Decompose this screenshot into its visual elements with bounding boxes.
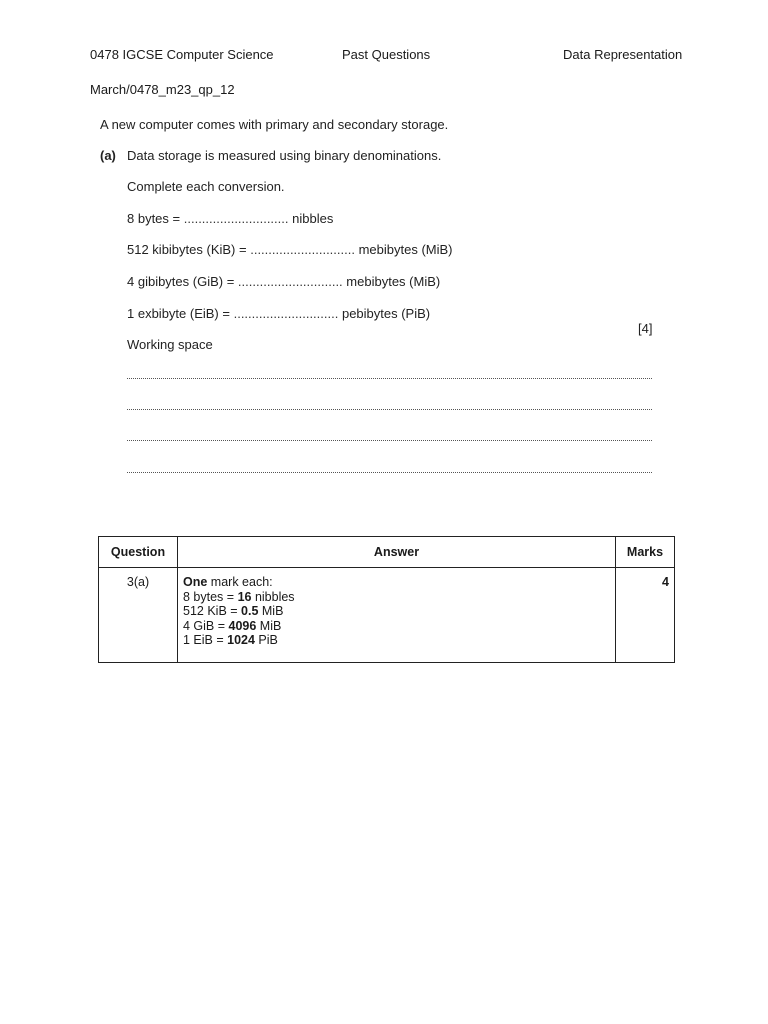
conversion-line [127,211,333,226]
answer-line [183,604,610,619]
answer-intro [183,575,610,590]
answer-blank[interactable]: ............................. [233,306,339,321]
answer-value: 4096 [228,618,257,633]
working-line[interactable] [127,409,652,410]
working-line[interactable] [127,472,652,473]
header-question: Question [99,537,178,568]
answer-blank[interactable]: ............................. [183,211,289,226]
paper-code: March/0478_m23_qp_12 [90,82,235,97]
conversion-lhs: 8 bytes = [127,211,181,226]
answer-blank[interactable]: ............................. [237,274,343,289]
answer-line [183,633,610,648]
marks-total: [4] [638,321,653,336]
conversion-rhs: mebibytes (MiB) [346,274,441,289]
answer-blank[interactable]: ............................. [250,242,355,257]
conversion-line [127,306,430,321]
conversion-line [127,274,440,289]
working-line[interactable] [127,440,652,441]
answer-pre: 8 bytes = [183,589,238,604]
header-answer: Answer [178,537,616,568]
conversion-line [127,242,453,257]
working-space-label: Working space [127,337,213,352]
question-intro: A new computer comes with primary and secondary storage. [100,117,449,132]
working-line[interactable] [127,378,652,379]
row-marks [616,568,675,663]
part-text: Data storage is measured using binary denominations. [127,148,442,163]
table-row [99,568,675,663]
row-marks-value: 4 [662,575,669,589]
instruction: Complete each conversion. [127,179,285,194]
answer-intro-bold: One [183,575,208,589]
conversion-lhs: 1 exbibyte (EiB) = [127,306,230,321]
header-section: Past Questions [342,47,431,62]
answer-line [183,619,610,634]
conversion-rhs: mebibytes (MiB) [358,242,453,257]
row-question: 3(a) [99,568,178,663]
answer-post: MiB [258,604,284,618]
header-course: 0478 IGCSE Computer Science [90,47,274,62]
mark-scheme-header-row [99,537,675,568]
answer-value: 0.5 [241,604,259,618]
conversion-rhs: nibbles [292,211,334,226]
answer-pre: 512 KiB = [183,604,242,618]
header-marks: Marks [616,537,675,568]
answer-line [183,590,610,605]
header-topic: Data Representation [563,47,683,62]
answer-pre: 4 GiB = [183,618,229,633]
row-answer [178,568,616,663]
answer-pre: 1 EiB = [183,633,228,647]
mark-scheme-table [98,536,675,663]
conversion-lhs: 4 gibibytes (GiB) = [127,274,235,289]
answer-post: MiB [256,618,282,633]
conversion-lhs: 512 kibibytes (KiB) = [127,242,247,257]
answer-post: nibbles [251,589,295,604]
answer-value: 16 [237,589,252,604]
part-label: (a) [100,148,116,163]
answer-post: PiB [254,633,278,647]
conversion-rhs: pebibytes (PiB) [341,306,431,321]
answer-intro-rest: mark each: [207,575,273,589]
answer-value: 1024 [227,633,255,647]
